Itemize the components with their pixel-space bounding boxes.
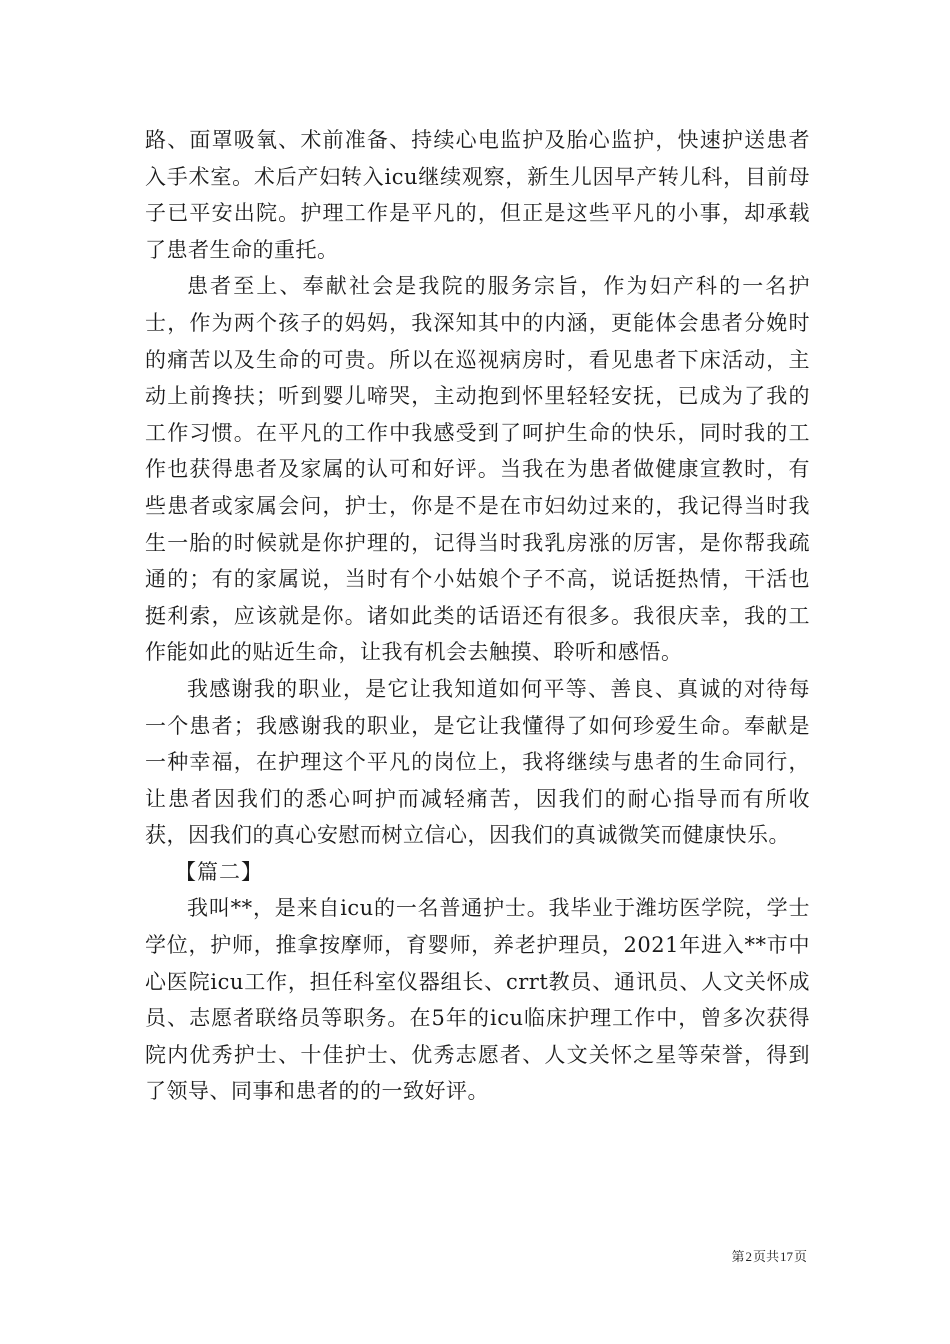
paragraph-self-intro: 我叫**，是来自icu的一名普通护士。我毕业于潍坊医学院，学士学位，护师，推拿按摩师，育婴师，养老护理员，2021年进入**市中心医院icu工作，担任科室仪器组长、crrt教员、通讯员、人文关怀成员、志愿者联络员等职务。在5年的icu临床护理工作中，曾多次获得院内优秀护士、十佳护士、优秀志愿者、人文关怀之星等荣誉，得到了领导、同事和患者的的一致好评。 <box>145 896 810 1104</box>
paragraph-continuation: 路、面罩吸氧、术前准备、持续心电监护及胎心监护，快速护送患者入手术室。术后产妇转入icu继续观察，新生儿因早产转儿科，目前母子已平安出院。护理工作是平凡的，但正是这些平凡的小事，却承载了患者生命的重托。 <box>145 128 810 262</box>
footer-total-pages: 17 <box>779 1249 793 1264</box>
paragraph-patient-first: 患者至上、奉献社会是我院的服务宗旨，作为妇产科的一名护士，作为两个孩子的妈妈，我深知其中的内涵，更能体会患者分娩时的痛苦以及生命的可贵。所以在巡视病房时，看见患者下床活动，主动上前搀扶；听到婴儿啼哭，主动抱到怀里轻轻安抚，已成为了我的工作习惯。在平凡的工作中我感受到了呵护生命的快乐，同时我的工作也获得患者及家属的认可和好评。当我在为患者做健康宣教时，有些患者或家属会问，护士，你是不是在市妇幼过来的，我记得当时我生一胎的时候就是你护理的，记得当时我乳房涨的厉害，是你帮我疏通的；有的家属说，当时有个小姑娘个子不高，说话挺热情，干活也挺利索，应该就是你。诸如此类的话语还有很多。我很庆幸，我的工作能如此的贴近生命，让我有机会去触摸、聆听和感悟。 <box>145 274 810 665</box>
footer-suffix: 页 <box>793 1250 807 1265</box>
footer-prefix: 第 <box>731 1250 745 1265</box>
section-heading: 【篇二】 <box>175 859 263 884</box>
document-body <box>145 122 810 1110</box>
footer-middle: 页共 <box>752 1250 779 1265</box>
footer-page-number: 2 <box>745 1249 752 1264</box>
paragraph-gratitude: 我感谢我的职业，是它让我知道如何平等、善良、真诚的对待每一个患者；我感谢我的职业，是它让我懂得了如何珍爱生命。奉献是一种幸福，在护理这个平凡的岗位上，我将继续与患者的生命同行，让患者因我们的悉心呵护而减轻痛苦，因我们的耐心指导而有所收获，因我们的真心安慰而树立信心，因我们的真诚微笑而健康快乐。 <box>145 676 810 848</box>
page-footer <box>731 1248 807 1267</box>
